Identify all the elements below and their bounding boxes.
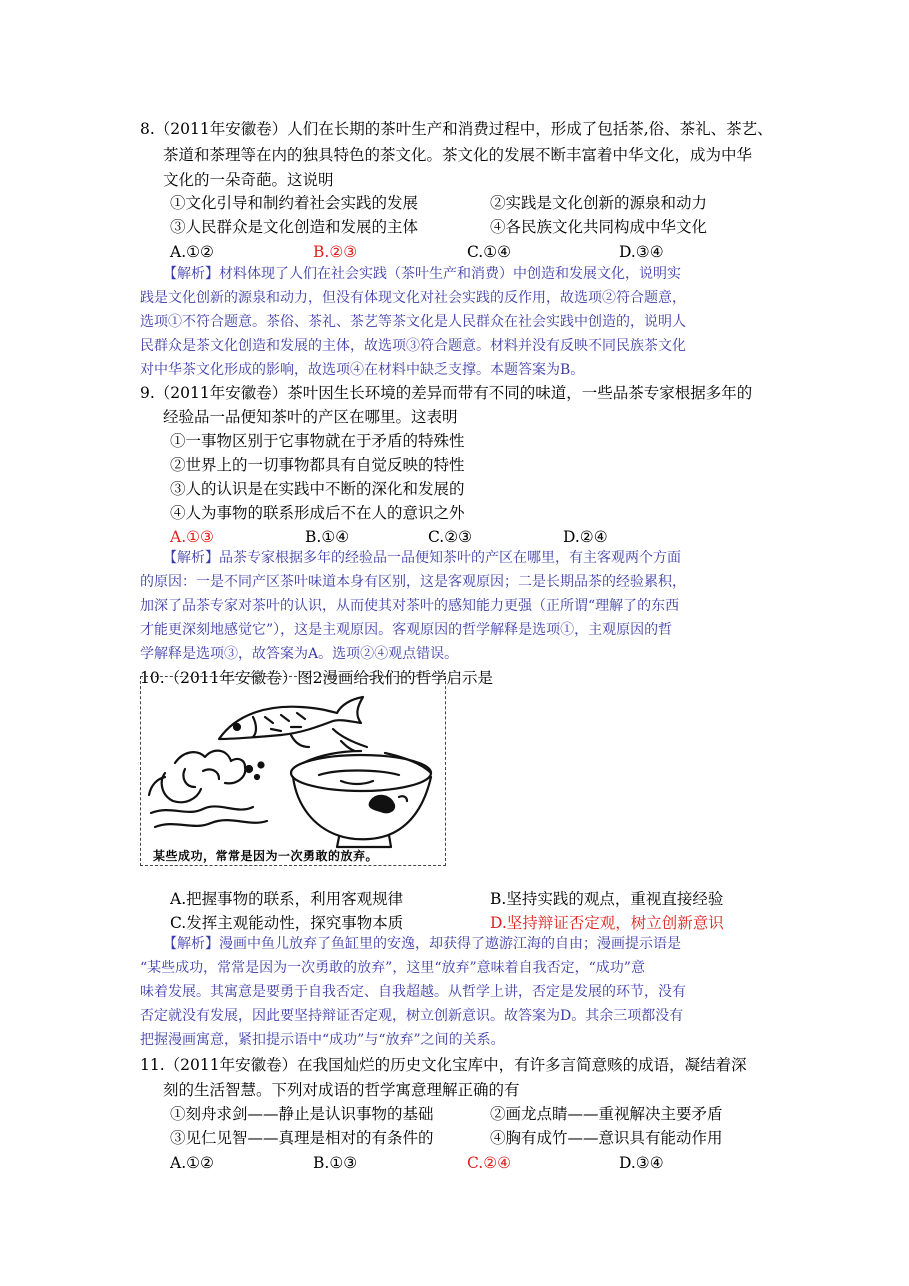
q9-explanation-line2: 的原因：一是不同产区茶叶味道本身有区别，这是客观原因；二是长期品茶的经验累积， bbox=[140, 574, 686, 590]
cartoon-drawing bbox=[141, 677, 444, 864]
q11-statement-1: ①刻舟求剑——静止是认识事物的基础 bbox=[170, 1105, 434, 1123]
q9-option-d: D.②④ bbox=[563, 528, 608, 546]
q10-explanation-line4: 否定就没有发展，因此要坚持辩证否定观，树立创新意识。故答案为D。其余三项都没有 bbox=[140, 1008, 684, 1024]
q10-explanation-line5: 把握漫画寓意，紧扣提示语中“成功”与“放弃”之间的关系。 bbox=[140, 1032, 505, 1048]
q8-statement-3: ③人民群众是文化创造和发展的主体 bbox=[170, 218, 419, 236]
q9-statement-1: ①一事物区别于它事物就在于矛盾的特殊性 bbox=[170, 432, 465, 450]
q11-option-b: B.①③ bbox=[313, 1154, 358, 1172]
q9-option-b: B.①④ bbox=[305, 528, 350, 546]
q10-option-d-answer: D.坚持辩证否定观，树立创新意识 bbox=[490, 914, 724, 932]
q11-stem-line1: 11.（2011年安徽卷）在我国灿烂的历史文化宝库中，有许多言简意赅的成语，凝结着深 bbox=[140, 1056, 747, 1074]
q11-option-c-answer: C.②④ bbox=[467, 1154, 512, 1172]
q8-option-a: A.①② bbox=[170, 243, 214, 261]
q9-stem-line1: 9.（2011年安徽卷）茶叶因生长环境的差异而带有不同的味道，一些品茶专家根据多年的 bbox=[140, 384, 753, 402]
q8-option-b-answer: B.②③ bbox=[313, 243, 358, 261]
q9-stem-line2: 经验品一品便知茶叶的产区在哪里。这表明 bbox=[163, 408, 458, 426]
q8-explanation-line2: 践是文化创新的源泉和动力，但没有体现文化对社会实践的反作用，故选项②符合题意， bbox=[140, 290, 686, 306]
q8-option-d: D.③④ bbox=[619, 243, 664, 261]
q11-statement-2: ②画龙点睛——重视解决主要矛盾 bbox=[490, 1105, 723, 1123]
q10-stem-line1: 10.（2011年安徽卷）图2漫画给我们的哲学启示是 bbox=[140, 669, 493, 687]
q9-explanation-line4: 才能更深刻地感觉它”），这是主观原因。客观原因的哲学解释是选项①，主观原因的哲 bbox=[140, 622, 673, 638]
q11-stem-line2: 刻的生活智慧。下列对成语的哲学寓意理解正确的有 bbox=[163, 1081, 520, 1099]
q9-statement-4: ④人为事物的联系形成后不在人的意识之外 bbox=[170, 504, 465, 522]
q9-statement-2: ②世界上的一切事物都具有自觉反映的特性 bbox=[170, 456, 465, 474]
q8-statement-4: ④各民族文化共同构成中华文化 bbox=[490, 218, 708, 236]
q10-explanation-line1: 【解析】漫画中鱼儿放弃了鱼缸里的安逸，却获得了遨游江海的自由；漫画提示语是 bbox=[163, 936, 681, 952]
q10-option-a: A.把握事物的联系，利用客观规律 bbox=[170, 890, 404, 908]
cartoon-fish-bowl bbox=[140, 676, 446, 866]
q8-option-c: C.①④ bbox=[467, 243, 512, 261]
q9-explanation-line5: 学解释是选项③，故答案为A。选项②④观点错误。 bbox=[140, 646, 459, 662]
q8-explanation-line1: 【解析】材料体现了人们在社会实践（茶叶生产和消费）中创造和发展文化，说明实 bbox=[163, 266, 681, 282]
q10-option-b: B.坚持实践的观点，重视直接经验 bbox=[490, 890, 724, 908]
q11-option-d: D.③④ bbox=[619, 1154, 664, 1172]
q10-explanation-line2: “某些成功，常常是因为一次勇敢的放弃”，这里“放弃”意味着自我否定，“成功”意 bbox=[140, 960, 645, 976]
q10-explanation-line3: 味着发展。其寓意是要勇于自我否定、自我超越。从哲学上讲，否定是发展的环节，没有 bbox=[140, 984, 686, 1000]
q10-option-c: C.发挥主观能动性，探究事物本质 bbox=[170, 914, 404, 932]
cartoon-caption: 某些成功，常常是因为一次勇敢的放弃。 bbox=[153, 849, 379, 863]
q8-stem-line3: 文化的一朵奇葩。这说明 bbox=[163, 171, 334, 189]
q8-explanation-line5: 对中华茶文化形成的影响，故选项④在材料中缺乏支撑。本题答案为B。 bbox=[140, 362, 585, 378]
q9-explanation-line1: 【解析】品茶专家根据多年的经验品一品便知茶叶的产区在哪里，有主客观两个方面 bbox=[163, 550, 681, 566]
q9-explanation-line3: 加深了品茶专家对茶叶的认识，从而使其对茶叶的感知能力更强（正所谓“理解了的东西 bbox=[140, 598, 680, 614]
q9-option-a-answer: A.①③ bbox=[170, 528, 214, 546]
q11-statement-3: ③见仁见智——真理是相对的有条件的 bbox=[170, 1129, 434, 1147]
q8-statement-1: ①文化引导和制约着社会实践的发展 bbox=[170, 194, 419, 212]
q8-stem-line1: 8.（2011年安徽卷）人们在长期的茶叶生产和消费过程中，形成了包括茶,俗、茶礼、茶艺、 bbox=[140, 120, 773, 138]
q8-explanation-line3: 选项①不符合题意。茶俗、茶礼、茶艺等茶文化是人民群众在社会实践中创造的，说明人 bbox=[140, 314, 686, 330]
q8-stem-line2: 茶道和茶理等在内的独具特色的茶文化。茶文化的发展不断丰富着中华文化，成为中华 bbox=[163, 146, 753, 164]
q9-option-c: C.②③ bbox=[428, 528, 473, 546]
q11-statement-4: ④胸有成竹——意识具有能动作用 bbox=[490, 1129, 723, 1147]
q11-option-a: A.①② bbox=[170, 1154, 214, 1172]
q8-explanation-line4: 民群众是茶文化创造和发展的主体，故选项③符合题意。材料并没有反映不同民族茶文化 bbox=[140, 338, 686, 354]
q8-statement-2: ②实践是文化创新的源泉和动力 bbox=[490, 194, 708, 212]
q9-statement-3: ③人的认识是在实践中不断的深化和发展的 bbox=[170, 480, 465, 498]
